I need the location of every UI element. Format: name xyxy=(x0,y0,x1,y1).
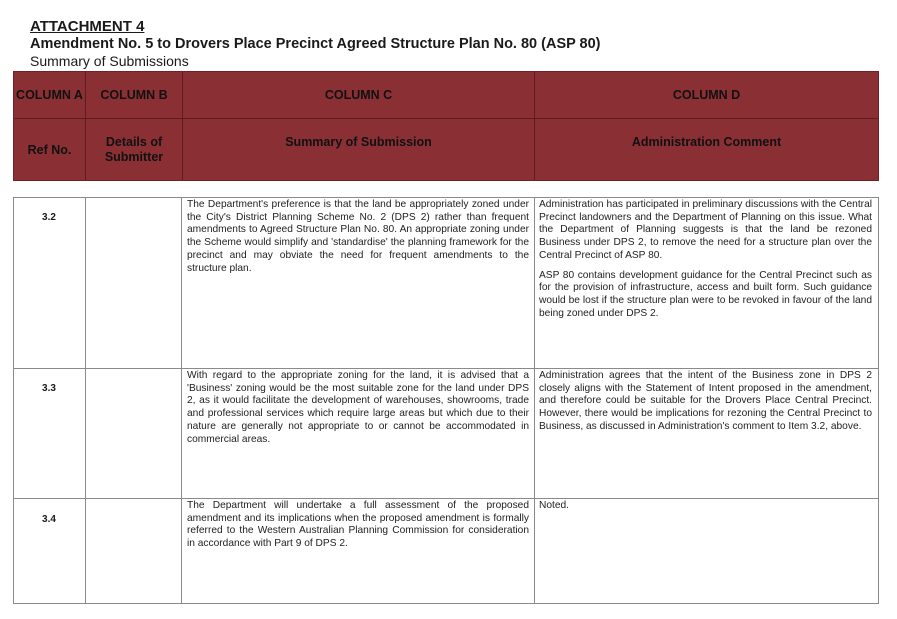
administration-comment xyxy=(539,370,872,441)
comment-header: Administration Comment xyxy=(631,134,782,149)
submitter-header: Details of Submitter xyxy=(104,135,164,164)
comment-paragraph: ASP 80 contains development guidance for the Central Precinct such as for the provision of infrastructure, access and built form. Such guidance would be lost if the structure plan were to be revoked in favour of the land being zoned under DPS 2. xyxy=(539,269,872,319)
submission-summary: The Department will undertake a full assessment of the proposed amendment and its implications when the proposed amendment is formally referred to the Western Australian Planning Commission for consideration in accordance with Part 9 of DPS 2. xyxy=(187,500,529,550)
ref-no-header: Ref No. xyxy=(27,142,72,157)
comment-paragraph: Noted. xyxy=(539,500,570,511)
column-c-header: COLUMN C xyxy=(324,87,393,102)
submission-summary: The Department's preference is that the land be appropriately zoned under the City's District Planning Scheme No. 2 (DPS 2) rather than frequent amendments to Agreed Structure Plan No. 80. An appropriate zoning under the Scheme would simplify and 'standardise' the planning framework for the precinct and may obviate the need for frequent amendments to the structure plan. xyxy=(187,199,529,274)
summary-header: Summary of Submission xyxy=(285,134,432,149)
amendment-title: Amendment No. 5 to Drovers Place Precinct Agreed Structure Plan No. 80 (ASP 80) xyxy=(30,36,601,52)
ref-number: 3.4 xyxy=(42,514,56,525)
column-d-header: COLUMN D xyxy=(672,87,741,102)
column-a-header: COLUMN A xyxy=(16,87,83,102)
administration-comment xyxy=(539,500,872,520)
submissions-table xyxy=(13,197,879,604)
document-title-block xyxy=(30,18,890,70)
submission-summary: With regard to the appropriate zoning for the land, it is advised that a 'Business' zoning would be the most suitable zone for the land under DPS 2, as it would facilitate the development of warehouses, showrooms, trade and professional services which require large areas but which due to their nature are generally not appropriate to or cannot be accommodated in commercial areas. xyxy=(187,370,529,445)
administration-comment xyxy=(539,199,872,327)
ref-number: 3.3 xyxy=(42,383,56,394)
comment-paragraph: Administration has participated in preliminary discussions with the Central Precinct landowners and the Department of Planning on this issue. What the Department of Planning suggests is that the land be rezoned Business under DPS 2, to remove the need for a structure plan over the Central Precinct of ASP 80. xyxy=(539,199,872,261)
column-b-header: COLUMN B xyxy=(100,87,168,102)
comment-paragraph: Administration agrees that the intent of the Business zone in DPS 2 closely aligns with the Statement of Intent proposed in the amendment, and therefore could be suitable for the Drovers Place Central Precinct. However, there would be implications for rezoning the Central Precinct to Business, as discussed in Administration's comment to Item 3.2, above. xyxy=(539,370,872,432)
table-header xyxy=(13,71,879,181)
attachment-heading: ATTACHMENT 4 xyxy=(30,18,145,35)
ref-number: 3.2 xyxy=(42,212,56,223)
document-subtitle: Summary of Submissions xyxy=(30,53,189,69)
